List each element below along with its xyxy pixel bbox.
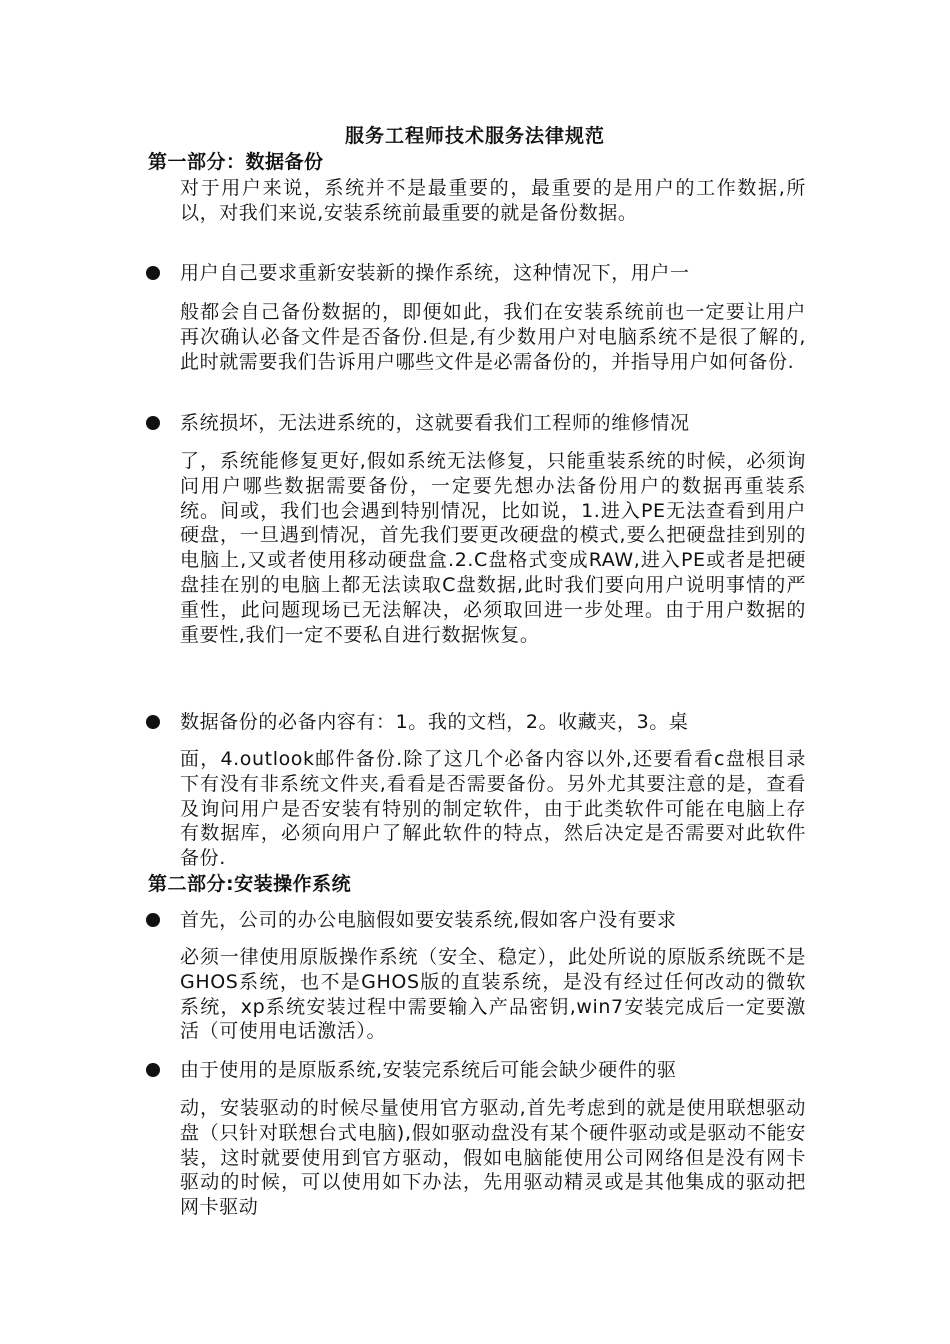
bullet-icon	[146, 913, 160, 927]
list-item-body: 了，系统能修复更好,假如系统无法修复，只能重装系统的时候，必须询问用户哪些数据需要备份，一定要先想办法备份用户的数据再重装系统。间或，我们也会遇到特别情况，比如说，1.进入PE无法查看到用户硬盘，一旦遇到情况，首先我们要更改硬盘的模式,要么把硬盘挂到别的电脑上,又或者使用移动硬盘盒.2.C盘格式变成RAW,进入PE或者是把硬盘挂在别的电脑上都无法读取C盘数据,此时我们要向用户说明事情的严重性，此问题现场已无法解决，必须取回进一步处理。由于用户数据的重要性,我们一定不要私自进行数据恢复。	[180, 450, 806, 646]
bullet-icon	[146, 1063, 160, 1077]
document-title: 服务工程师技术服务法律规范	[344, 125, 605, 147]
list-item-body: 般都会自己备份数据的，即便如此，我们在安装系统前也一定要让用户再次确认必备文件是否备份.但是,有少数用户对电脑系统不是很了解的,此时就需要我们告诉用户哪些文件是必需备份的，并指导用户如何备份.	[180, 301, 806, 373]
intro-paragraph: 对于用户来说，系统并不是最重要的，最重要的是用户的工作数据,所以，对我们来说,安装系统前最重要的就是备份数据。	[180, 177, 806, 224]
list-item-body: 必须一律使用原版操作系统（安全、稳定），此处所说的原版系统既不是GHOS系统，也不是GHOS版的直装系统，是没有经过任何改动的微软系统，xp系统安装过程中需要输入产品密钥,win7安装完成后一定要激活（可使用电话激活）。	[180, 946, 806, 1043]
list-item-first-line: 系统损坏，无法进系统的，这就要看我们工程师的维修情况	[180, 412, 690, 434]
list-item-body: 面，4.outlook邮件备份.除了这几个必备内容以外,还要看看c盘根目录下有没有非系统文件夹,看看是否需要备份。另外尤其要注意的是，查看及询问用户是否安装有特别的制定软件，由于此类软件可能在电脑上存有数据库，必须向用户了解此软件的特点，然后决定是否需要对此软件备份.	[180, 748, 806, 870]
bullet-icon	[146, 416, 160, 430]
list-item-first-line: 由于使用的是原版系统,安装完系统后可能会缺少硬件的驱	[180, 1059, 677, 1081]
bullet-icon	[146, 266, 160, 280]
list-item-body: 动，安装驱动的时候尽量使用官方驱动,首先考虑到的就是使用联想驱动盘（只针对联想台式电脑),假如驱动盘没有某个硬件驱动或是驱动不能安装，这时就要使用到官方驱动，假如电脑能使用公司网络但是没有网卡驱动的时候，可以使用如下办法，先用驱动精灵或是其他集成的驱动把网卡驱动	[180, 1097, 806, 1219]
section-heading-install-os: 第二部分:安装操作系统	[148, 873, 352, 895]
section-heading-data-backup: 第一部分：数据备份	[148, 151, 324, 173]
list-item-first-line: 首先，公司的办公电脑假如要安装系统,假如客户没有要求	[180, 909, 677, 931]
bullet-icon	[146, 715, 160, 729]
list-item-first-line: 用户自己要求重新安装新的操作系统，这种情况下，用户一	[180, 262, 690, 284]
list-item-first-line: 数据备份的必备内容有：1。我的文档，2。收藏夹，3。桌	[180, 711, 689, 733]
